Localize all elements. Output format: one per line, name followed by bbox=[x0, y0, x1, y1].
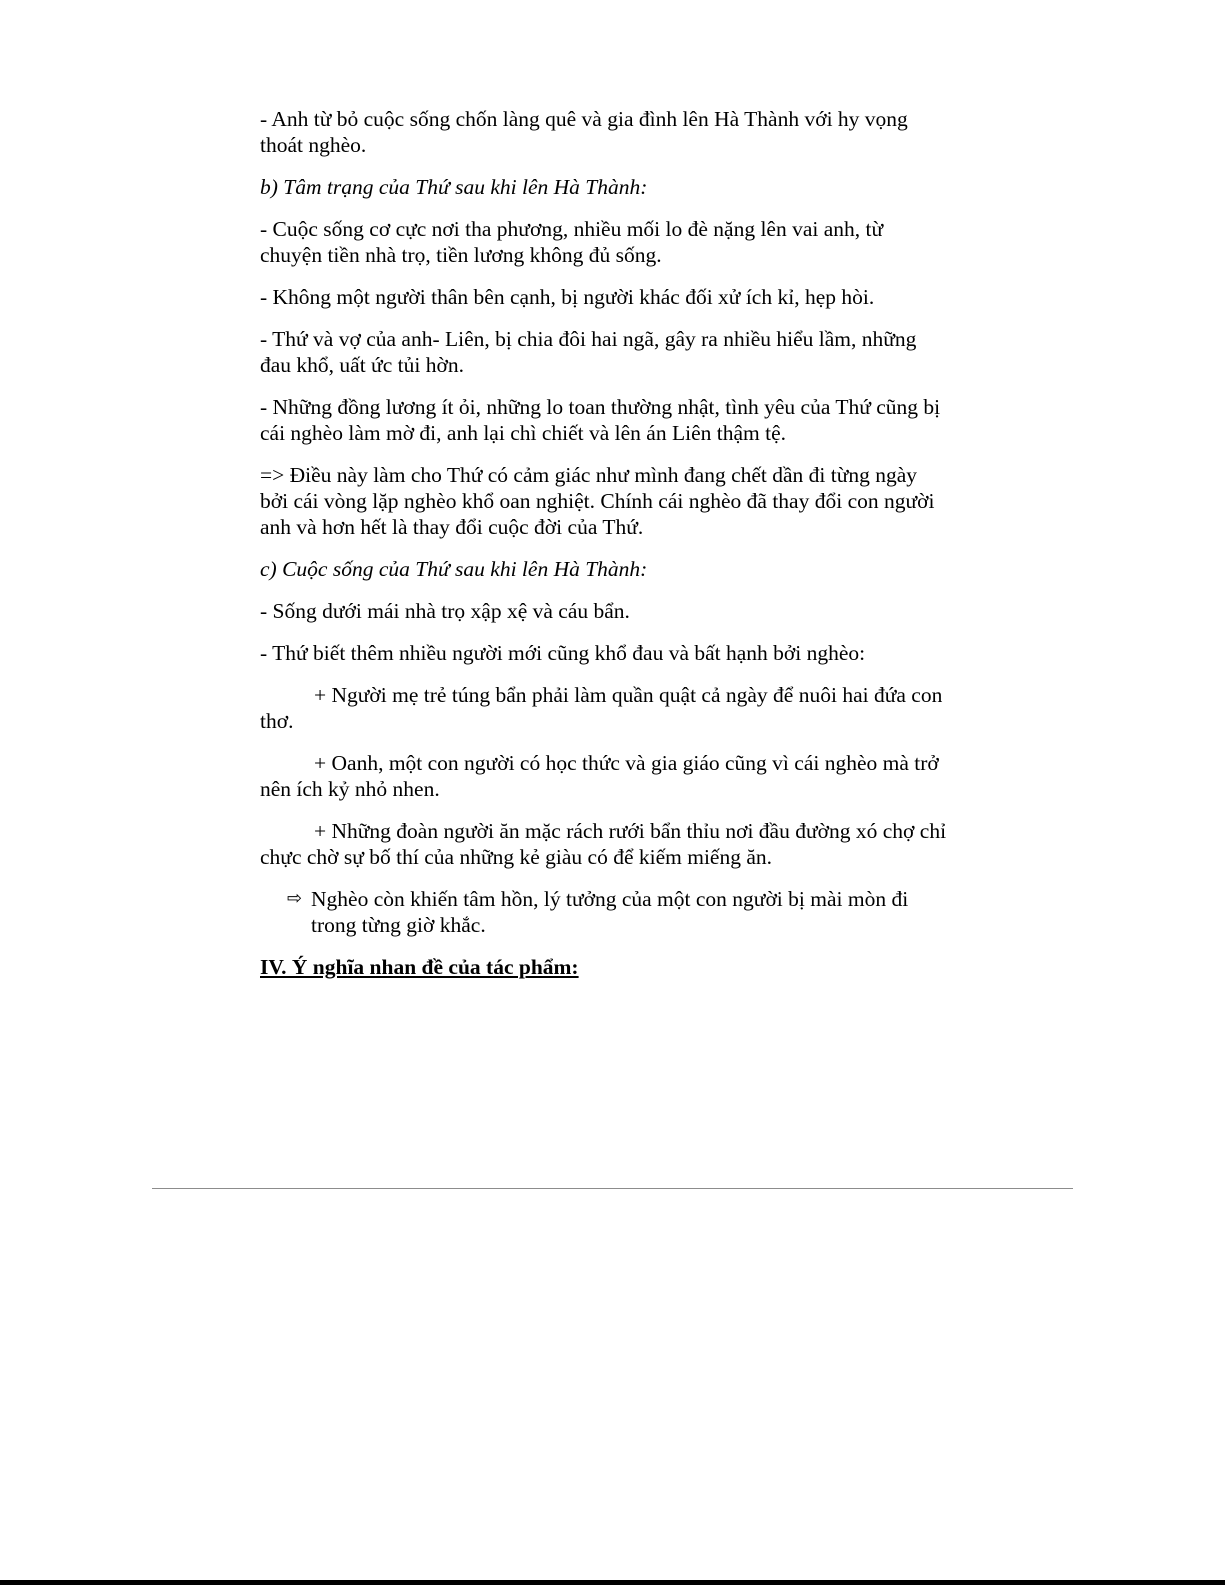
paragraph: - Thứ biết thêm nhiều người mới cũng khổ đau và bất hạnh bởi nghèo: bbox=[260, 641, 866, 665]
subheading-c: c) Cuộc sống của Thứ sau khi lên Hà Thành: bbox=[260, 557, 648, 581]
document-body bbox=[260, 106, 950, 980]
section-heading-iv: IV. Ý nghĩa nhan đề của tác phẩm: bbox=[260, 955, 579, 979]
bottom-border bbox=[0, 1580, 1225, 1585]
paragraph: - Cuộc sống cơ cực nơi tha phương, nhiều mối lo đè nặng lên vai anh, từ chuyện tiền nhà trọ, tiền lương không đủ sống. bbox=[260, 217, 884, 267]
sub-point: + Người mẹ trẻ túng bẩn phải làm quần quật cả ngày để nuôi hai đứa con thơ. bbox=[260, 683, 943, 733]
paragraph: => Điều này làm cho Thứ có cảm giác như mình đang chết dần đi từng ngày bởi cái vòng lặp nghèo khổ oan nghiệt. Chính cái nghèo đã thay đổi con người anh và hơn hết là thay đổi cuộc đời của Thứ. bbox=[260, 463, 935, 539]
paragraph: - Những đồng lương ít ỏi, những lo toan thường nhật, tình yêu của Thứ cũng bị cái nghèo làm mờ đi, anh lại chì chiết và lên án Liên thậm tệ. bbox=[260, 395, 941, 445]
page-divider bbox=[152, 1188, 1073, 1189]
paragraph: - Thứ và vợ của anh- Liên, bị chia đôi hai ngã, gây ra nhiều hiểu lầm, những đau khổ, uất ức tủi hờn. bbox=[260, 327, 917, 377]
sub-point: + Oanh, một con người có học thức và gia giáo cũng vì cái nghèo mà trở nên ích kỷ nhỏ nhen. bbox=[260, 751, 939, 801]
arrow-right-icon: ⇨ bbox=[287, 888, 303, 909]
paragraph: - Không một người thân bên cạnh, bị người khác đối xử ích kỉ, hẹp hòi. bbox=[260, 285, 875, 309]
conclusion-item bbox=[287, 886, 950, 938]
sub-point: + Những đoàn người ăn mặc rách rưới bẩn thỉu nơi đầu đường xó chợ chỉ chực chờ sự bố thí của những kẻ giàu có để kiếm miếng ăn. bbox=[260, 819, 947, 869]
paragraph: - Anh từ bỏ cuộc sống chốn làng quê và gia đình lên Hà Thành với hy vọng thoát nghèo. bbox=[260, 107, 908, 157]
conclusion-text: Nghèo còn khiến tâm hồn, lý tưởng của một con người bị mài mòn đi trong từng giờ khắc. bbox=[311, 887, 909, 937]
paragraph: - Sống dưới mái nhà trọ xập xệ và cáu bẩn. bbox=[260, 599, 630, 623]
subheading-b: b) Tâm trạng của Thứ sau khi lên Hà Thành: bbox=[260, 175, 648, 199]
